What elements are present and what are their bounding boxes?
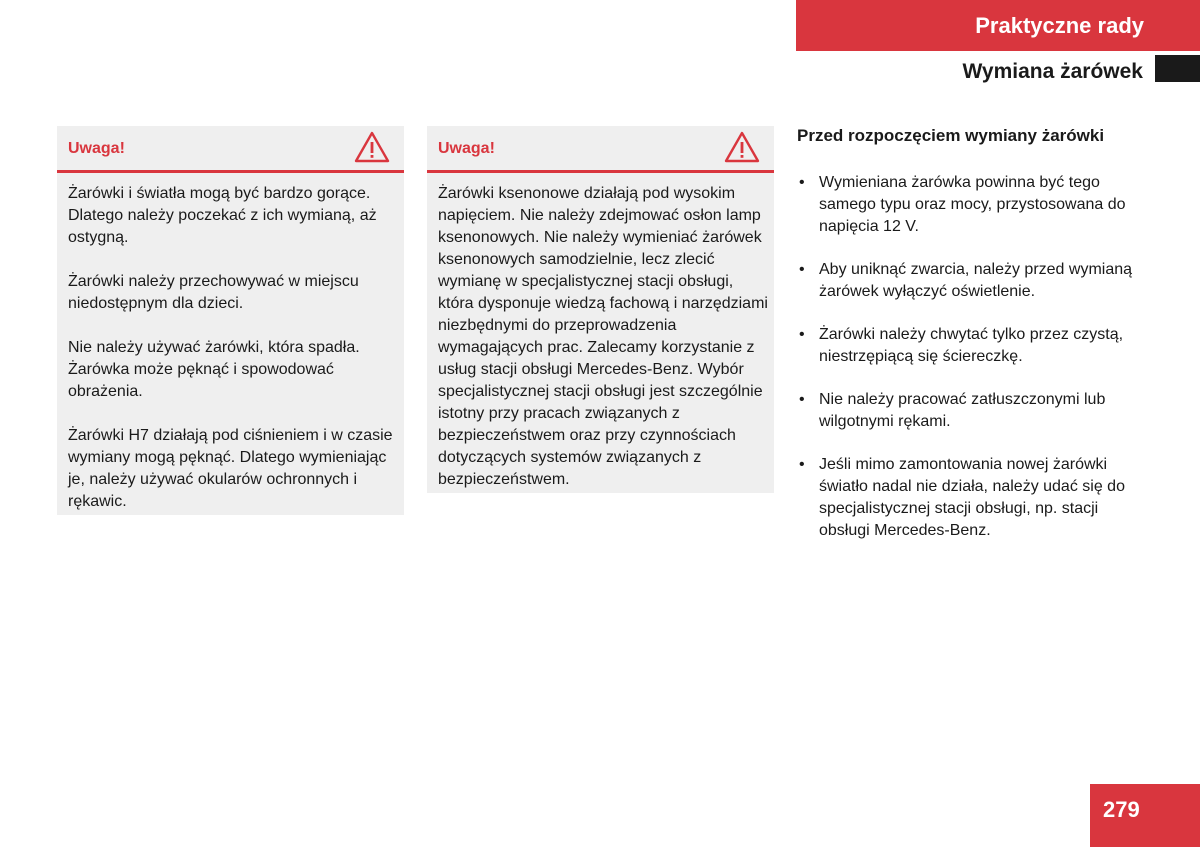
warning-title: Uwaga! [68,140,125,157]
list-item [797,259,1147,303]
instructions-list [797,172,1147,542]
warning-paragraph: Żarówki i światła mogą być bardzo gorące. Dlatego należy poczekać z ich wymianą, aż ostygną. [68,185,377,246]
chapter-marker-bar [1155,55,1200,82]
list-item-text: Wymieniana żarówka powinna być tego samego typu oraz mocy, przystosowana do napięcia 12 V. [819,174,1126,235]
warning-paragraph: Żarówki H7 działają pod ciśnieniem i w czasie wymiany mogą pęknąć. Dlatego wymieniając je, należy używać okularów ochronnych i rękawic. [68,427,393,510]
list-item [797,324,1147,368]
warning-box-hot-bulbs [57,126,404,515]
warning-box-xenon [427,126,774,493]
list-item-text: Jeśli mimo zamontowania nowej żarówki światło nadal nie działa, należy udać się do specjalistycznej stacji obsługi, np. stacji obsługi Mercedes-Benz. [819,456,1125,539]
warning-header [57,126,404,173]
list-item [797,454,1147,542]
warning-body [427,173,774,491]
warning-paragraph: Żarówki ksenonowe działają pod wysokim napięciem. Nie należy zdejmować osłon lamp ksenonowych. Nie należy wymieniać żarówek ksenonowych samodzielnie, lecz zlecić wymianę w specjalistycznej stacji obsługi, która dysponuje wiedzą fachową i narzędziami niezbędnymi do przeprowadzenia wymagających prac. Zalecamy korzystanie z usług stacji obsługi Mercedes-Benz. Wybór specjalistycznej stacji obsługi jest szczególnie istotny przy pracach związanych z bezpieczeństwem oraz przy czynnościach dotyczących systemów związanych z bezpieczeństwem. [438,185,768,488]
instructions-column [797,124,1147,563]
bullet-point: • [799,261,805,278]
warning-body [57,173,404,513]
bullet-point: • [799,391,805,408]
bullet-point: • [799,326,805,343]
chapter-title: Wymiana żarówek [962,60,1143,83]
list-item-text: Żarówki należy chwytać tylko przez czystą, niestrzępiącą się ściereczkę. [819,326,1124,365]
warning-triangle-icon [724,130,760,164]
section-tab: Praktyczne rady [796,0,1200,51]
warning-triangle-icon [354,130,390,164]
list-item-text: Nie należy pracować zatłuszczonymi lub wilgotnymi rękami. [819,391,1106,430]
warning-paragraph: Żarówki należy przechowywać w miejscu niedostępnym dla dzieci. [68,273,359,312]
warning-title: Uwaga! [438,140,495,157]
list-item [797,389,1147,433]
list-item-text: Aby uniknąć zwarcia, należy przed wymianą żarówek wyłączyć oświetlenie. [819,261,1133,300]
instructions-heading: Przed rozpoczęciem wymiany żarówki [797,126,1105,145]
list-item [797,172,1147,238]
bullet-point: • [799,456,805,473]
page-number: 279 [1090,784,1200,847]
warning-header [427,126,774,173]
bullet-point: • [799,174,805,191]
warning-paragraph: Nie należy używać żarówki, która spadła. Żarówka może pęknąć i spowodować obrażenia. [68,339,360,400]
